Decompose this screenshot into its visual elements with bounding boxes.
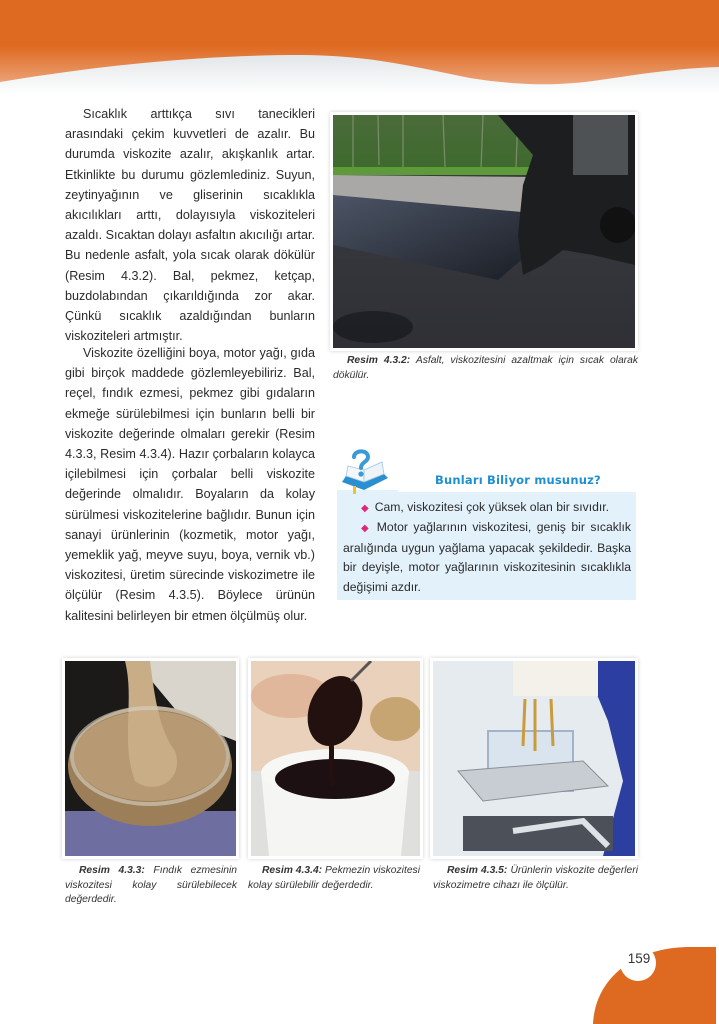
info-item: ◆ Motor yağlarının viskozitesi, geniş bir sıcaklık aralığında uygun yağlama yapacak şekildedir. Başka bir deyişle, motor yağlarının viskozitesinin sıcaklıkla değişimi azdır.: [343, 520, 631, 594]
caption-hazelnut: Resim 4.3.3: Fındık ezmesinin viskozitesi kolay sürülebilecek değerdedir.: [65, 865, 237, 905]
asphalt-pouring-photo: [333, 115, 635, 348]
page-number: 159: [627, 951, 651, 966]
molasses-spoon-bowl-photo: [251, 661, 420, 856]
caption-molasses: Resim 4.3.4: Pekmezin viskozitesi kolay sürülebilir değerdedir.: [248, 865, 420, 891]
did-you-know-title: Bunları Biliyor musunuz?: [435, 473, 601, 487]
body-paragraph-2: Viskozite özelliğini boya, motor yağı, gıda gibi birçok maddede gözlemleyebiliriz. Bal, reçel, fındık ezmesi, pekmez gibi gıdaların ekmeğe sürülebilmesi için bunların belli bir viskozite değerinde olmaları gerekir (Resim 4.3.3, Resim 4.3.4). Hazır çorbaların kolayca içilebilmesi için çorbalar belli viskozite değerinde olmalıdır. Boyaların da kolay sürülmesi viskozitelerine bağlıdır. Bunun için sanayi ürünlerinin (kozmetik, motor yağı, yemeklik yağ, meyve suyu, boya, vernik vb.) viskozitesi, üretim sürecinde viskozimetre ile ölçülür (Resim 4.3.5). Böylece ürünün kalitesini belirleyen bir etmen ölçülmüş olur.: [65, 346, 315, 623]
open-book-question-icon: [340, 448, 392, 498]
body-paragraph-1: Sıcaklık arttıkça sıvı tanecikleri arasındaki çekim kuvvetleri de azalır. Bu durumda viskozite azalır, akışkanlık artar. Etkinlikte bu durumu gözlemlediniz. Suyun, zeytinyağının ve gliserinin sıcaklıkla akıcılıkları arttı, dolayısıyla viskoziteleri azaldı. Sıcaktan dolayı asfaltın akıcılığı artar. Bu nedenle asfalt, yola sıcak olarak dökülür (Resim 4.3.2). Bal, pekmez, ketçap, buzdolabından çıkarıldığında zor akar. Çünkü sıcaklık azaldığından bunların viskoziteleri artmıştır.: [65, 107, 315, 344]
diamond-bullet-icon: ◆: [361, 523, 371, 534]
diamond-bullet-icon: ◆: [361, 503, 369, 514]
hazelnut-spread-jar-photo: [65, 661, 236, 856]
viscometer-device-photo: [433, 661, 635, 856]
caption-asphalt: Resim 4.3.2: Asfalt, viskozitesini azaltmak için sıcak olarak dökülür.: [333, 355, 638, 381]
info-item: ◆ Cam, viskozitesi çok yüksek olan bir sıvıdır.: [361, 500, 610, 514]
caption-viscometer: Resim 4.3.5: Ürünlerin viskozite değerleri viskozimetre cihazı ile ölçülür.: [433, 865, 638, 891]
header-wave-banner: [0, 0, 719, 95]
